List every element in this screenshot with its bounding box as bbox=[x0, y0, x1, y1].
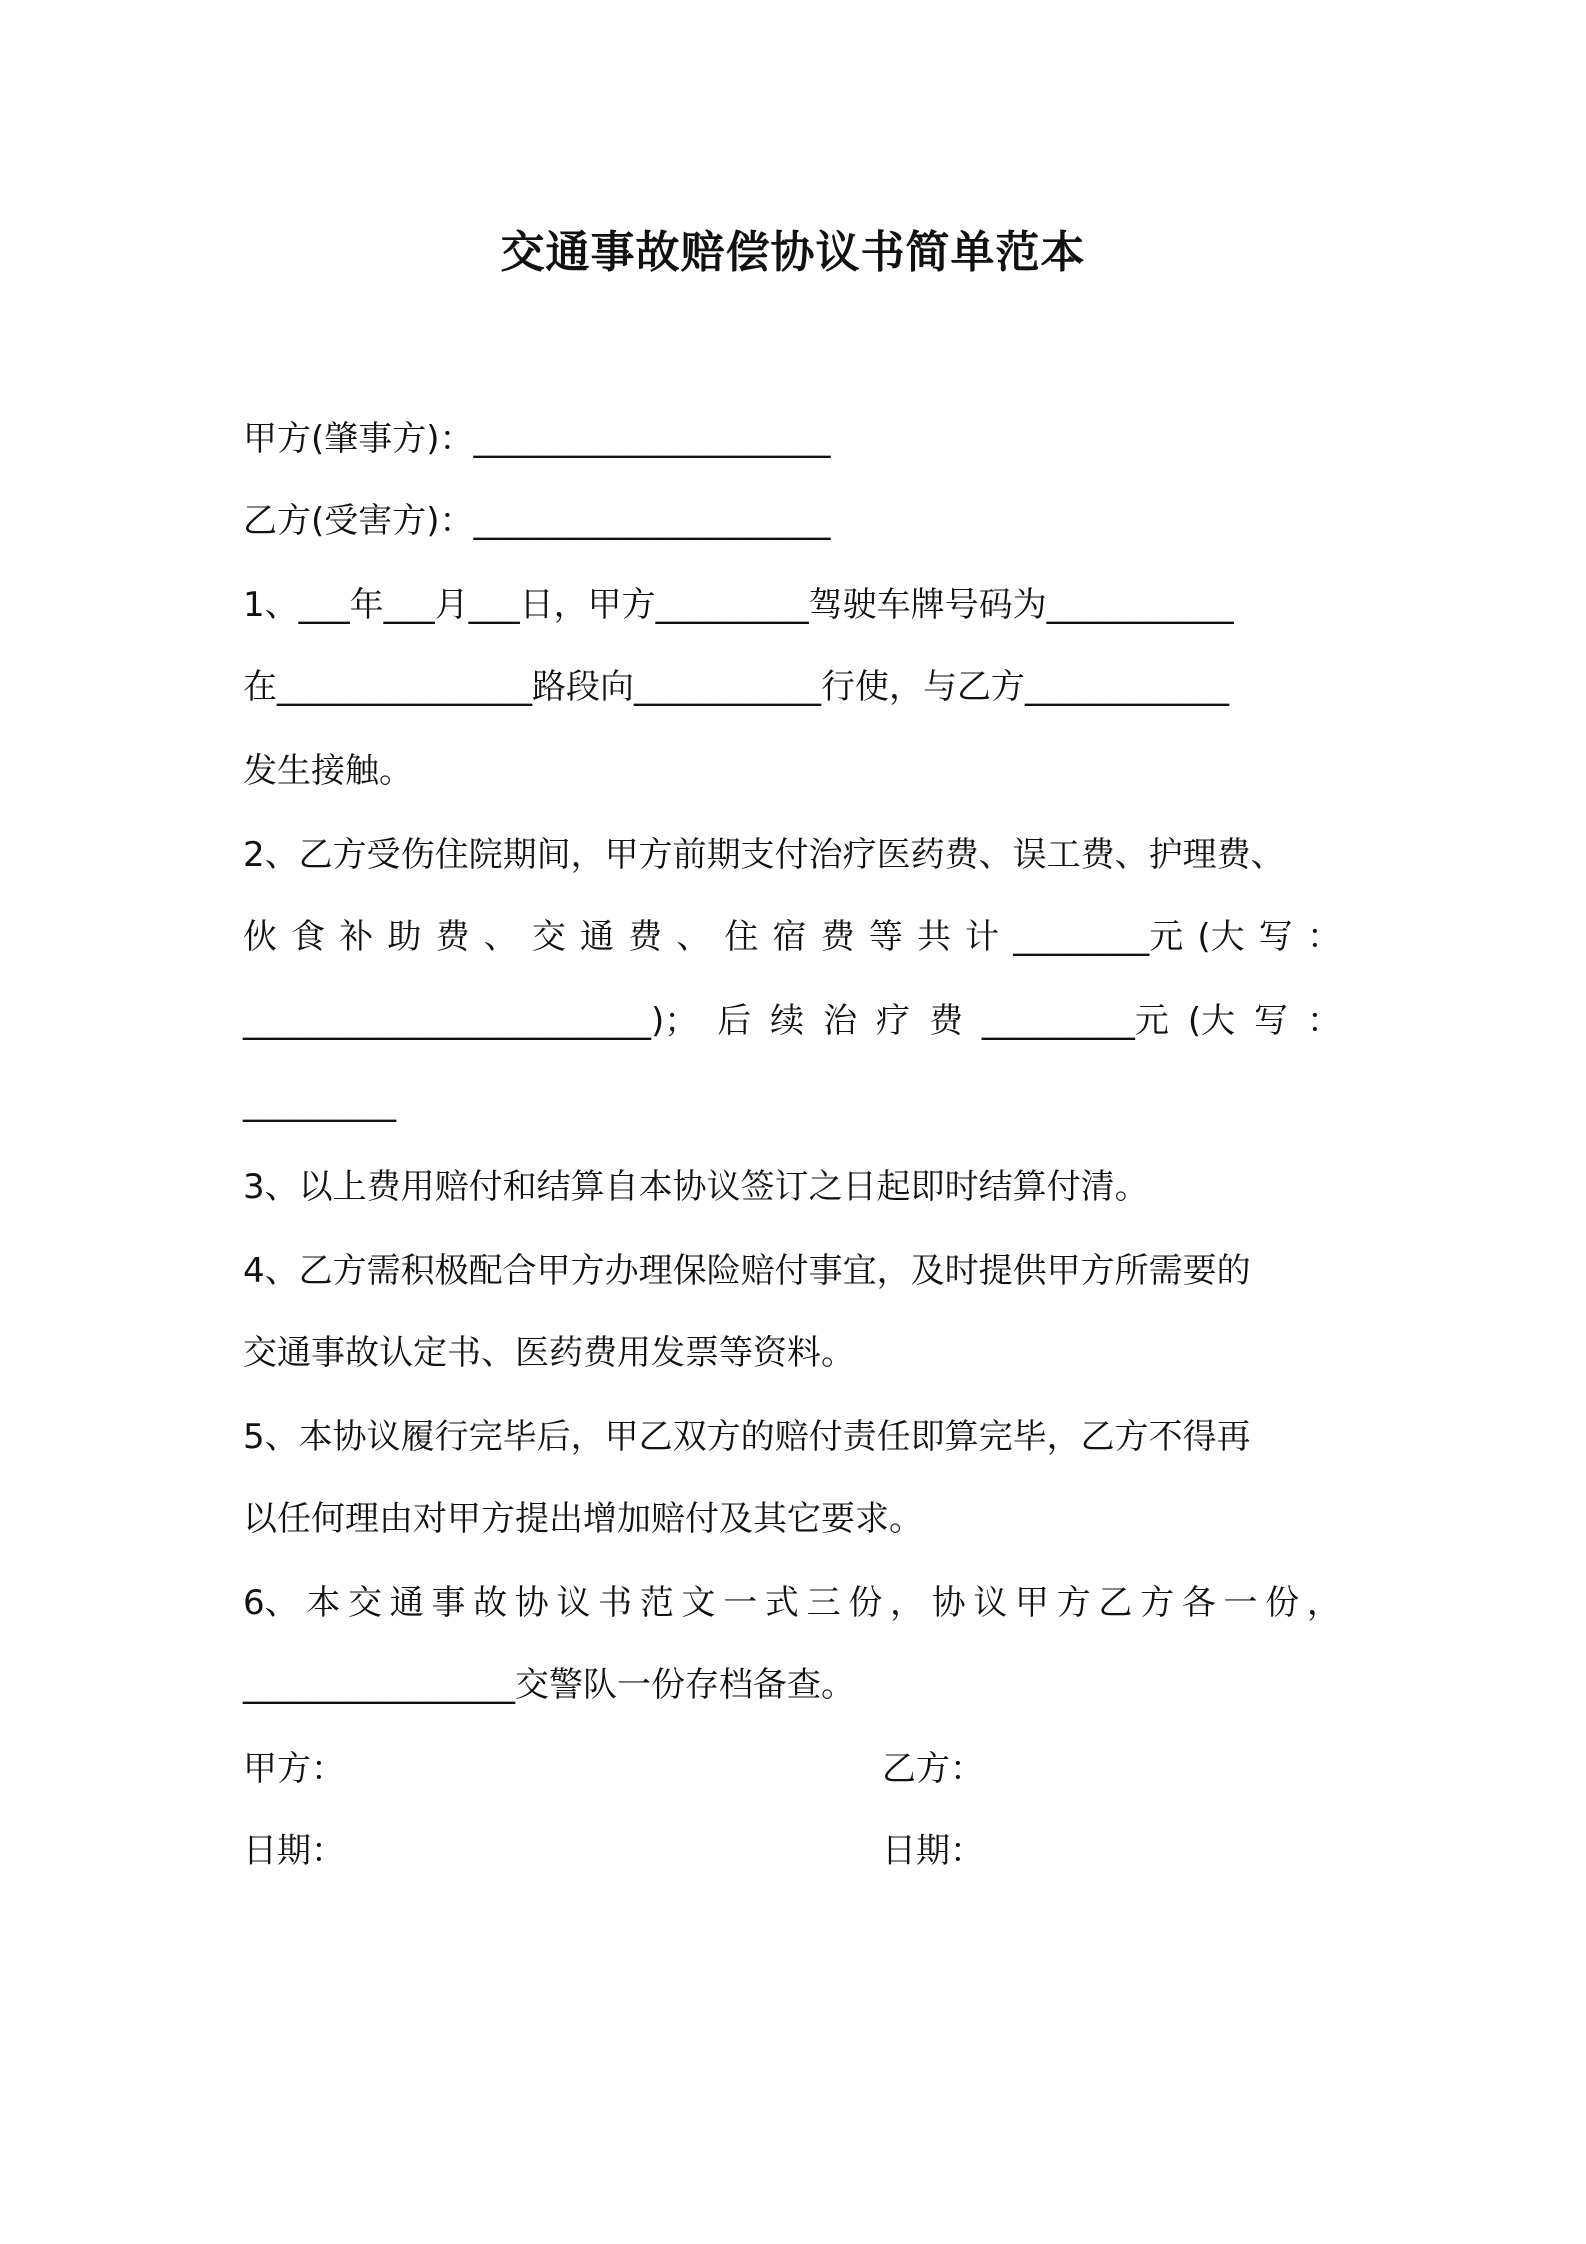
text-segment: 范 bbox=[639, 1583, 674, 1623]
text-segment: 乙 bbox=[1098, 1583, 1133, 1623]
text-segment: 助 bbox=[387, 917, 422, 957]
text-segment: 事 bbox=[431, 1583, 466, 1623]
text-segment: 三 bbox=[806, 1583, 841, 1623]
text-segment: 费 bbox=[820, 917, 855, 957]
text-segment: 通 bbox=[579, 917, 614, 957]
text-segment: _________元 bbox=[981, 1001, 1169, 1041]
text-segment: 文 bbox=[681, 1583, 716, 1623]
text-segment: 方 bbox=[1140, 1583, 1175, 1623]
text-segment: 方 bbox=[1056, 1583, 1091, 1623]
text-segment: ________元 bbox=[1013, 917, 1184, 957]
text-segment: 协 bbox=[514, 1583, 549, 1623]
text-segment: 通 bbox=[389, 1583, 424, 1623]
clause-1-line-3: 发生接触。 bbox=[243, 751, 413, 791]
text-segment: 住 bbox=[724, 917, 759, 957]
clause-3: 3、以上费用赔付和结算自本协议签订之日起即时结算付清。 bbox=[243, 1167, 1149, 1207]
text-segment: 写 bbox=[1254, 1001, 1289, 1041]
document-title: 交通事故赔偿协议书简单范本 bbox=[500, 227, 1086, 278]
text-segment: 续 bbox=[770, 1001, 805, 1041]
party-a-signature-label: 甲方： bbox=[243, 1749, 345, 1789]
text-segment: ， bbox=[1306, 1583, 1341, 1623]
text-segment: 交 bbox=[531, 917, 566, 957]
text-segment: 补 bbox=[339, 917, 374, 957]
clause-2-line-4: _________ bbox=[243, 1083, 396, 1123]
clause-6-line-1 bbox=[243, 1580, 1341, 1626]
text-segment: 一 bbox=[1223, 1583, 1258, 1623]
party-a-date-label: 日期： bbox=[243, 1831, 345, 1871]
text-segment: ， bbox=[889, 1583, 924, 1623]
text-segment: 写 bbox=[1258, 917, 1293, 957]
text-segment: 、 bbox=[676, 917, 711, 957]
text-segment: 费 bbox=[435, 917, 470, 957]
clause-5-line-1: 5、本协议履行完毕后，甲乙双方的赔付责任即算完毕，乙方不得再 bbox=[243, 1417, 1251, 1457]
text-segment: 份 bbox=[848, 1583, 883, 1623]
clause-2-line-3 bbox=[243, 998, 1341, 1044]
text-segment: 食 bbox=[291, 917, 326, 957]
text-segment: 一 bbox=[723, 1583, 758, 1623]
text-segment: 甲 bbox=[1015, 1583, 1050, 1623]
text-segment: (大 bbox=[1187, 1001, 1236, 1041]
text-segment: (大 bbox=[1197, 917, 1245, 957]
text-segment: 宿 bbox=[772, 917, 807, 957]
text-segment: 6、 bbox=[243, 1583, 299, 1623]
clause-4-line-1: 4、乙方需积极配合甲方办理保险赔付事宜，及时提供甲方所需要的 bbox=[243, 1251, 1251, 1291]
text-segment: 故 bbox=[473, 1583, 508, 1623]
text-segment: 议 bbox=[556, 1583, 591, 1623]
clause-2-line-1: 2、乙方受伤住院期间，甲方前期支付治疗医药费、误工费、护理费、 bbox=[243, 835, 1285, 875]
text-segment: 份 bbox=[1265, 1583, 1300, 1623]
party-b-date-label: 日期： bbox=[882, 1831, 984, 1871]
text-segment: 书 bbox=[598, 1583, 633, 1623]
text-segment: 计 bbox=[965, 917, 1000, 957]
text-segment: 议 bbox=[973, 1583, 1008, 1623]
text-segment: 费 bbox=[928, 1001, 963, 1041]
text-segment: 各 bbox=[1181, 1583, 1216, 1623]
text-segment: 交 bbox=[348, 1583, 383, 1623]
text-segment: 协 bbox=[931, 1583, 966, 1623]
text-segment: 治 bbox=[823, 1001, 858, 1041]
text-segment: 共 bbox=[916, 917, 951, 957]
clause-6-line-2: ________________交警队一份存档备查。 bbox=[243, 1665, 855, 1705]
text-segment: 、 bbox=[483, 917, 518, 957]
clause-2-line-2 bbox=[243, 914, 1341, 960]
text-segment: 等 bbox=[868, 917, 903, 957]
party-b-signature-label: 乙方： bbox=[882, 1749, 984, 1789]
party-a-line: 甲方(肇事方)：_____________________ bbox=[243, 419, 831, 459]
text-segment: 疗 bbox=[876, 1001, 911, 1041]
text-segment: 费 bbox=[628, 917, 663, 957]
party-b-line: 乙方(受害方)：_____________________ bbox=[243, 501, 831, 541]
text-segment: ： bbox=[1306, 1001, 1341, 1041]
clause-1-line-2: 在_______________路段向___________行使，与乙方____________ bbox=[243, 667, 1229, 707]
text-segment: 后 bbox=[717, 1001, 752, 1041]
text-segment: 本 bbox=[306, 1583, 341, 1623]
clause-5-line-2: 以任何理由对甲方提出增加赔付及其它要求。 bbox=[243, 1499, 923, 1539]
clause-4-line-2: 交通事故认定书、医药费用发票等资料。 bbox=[243, 1333, 855, 1373]
text-segment: 伙 bbox=[243, 917, 277, 957]
text-segment: 式 bbox=[764, 1583, 799, 1623]
text-segment: ________________________)； bbox=[243, 1001, 699, 1041]
text-segment: ： bbox=[1306, 917, 1341, 957]
clause-1-line-1: 1、___年___月___日，甲方_________驾驶车牌号码为___________ bbox=[243, 585, 1234, 625]
